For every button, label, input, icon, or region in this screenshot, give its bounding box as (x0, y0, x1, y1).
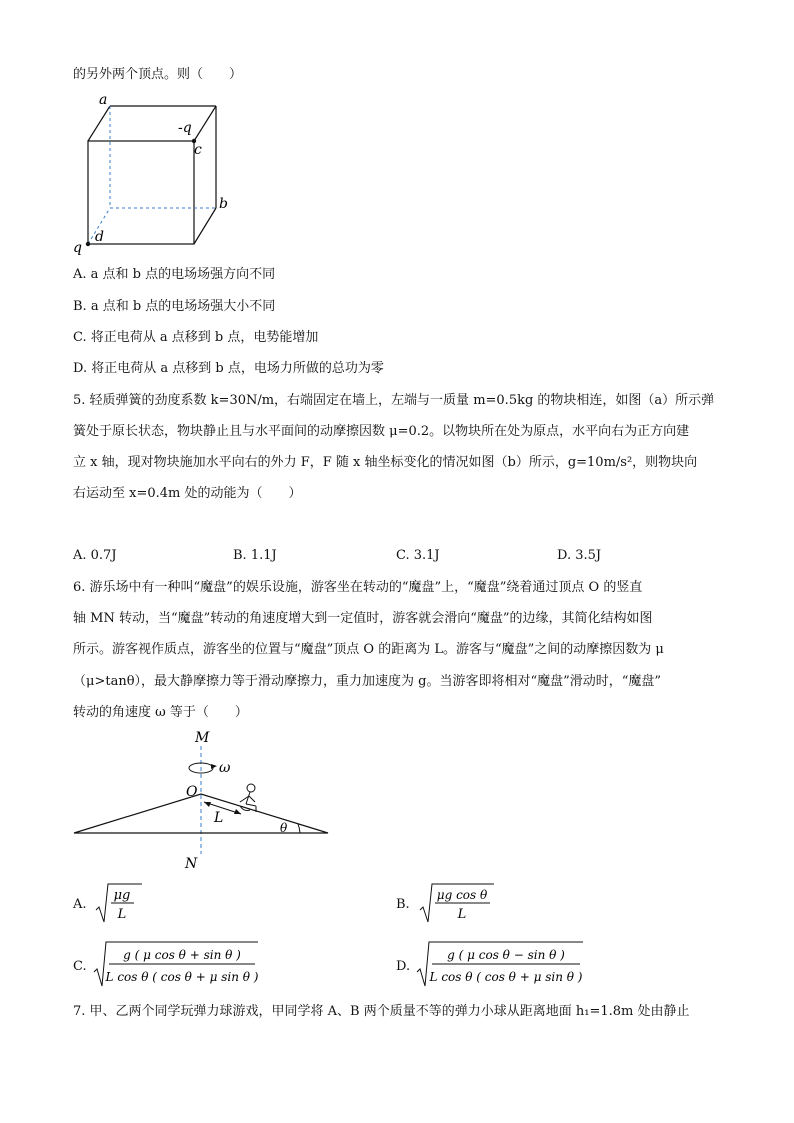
q6-option-b-formula (418, 880, 498, 926)
q6-option-a-formula (94, 880, 144, 926)
q5-option-c: C. 3.1J (396, 548, 440, 563)
magic-disk-figure (70, 726, 340, 874)
q6-c-den: L cos θ ( cos θ + μ sin θ ) (105, 970, 259, 984)
q5-option-b: B. 1.1J (233, 548, 277, 563)
q5-option-d: D. 3.5J (557, 548, 602, 563)
q4-option-d: D. 将正电荷从 a 点移到 b 点，电场力所做的总功为零 (73, 361, 384, 376)
q5-line-4: 右运动至 x=0.4m 处的动能为（ ） (73, 486, 302, 501)
q6-d-num: g ( μ cos θ − sin θ ) (447, 948, 565, 962)
label-O: O (186, 784, 198, 800)
q7-line-1: 7. 甲、乙两个同学玩弹力球游戏，甲同学将 A、B 两个质量不等的弹力小球从距离地面 h₁=1.8m 处由静止 (73, 1004, 690, 1019)
label-d: d (95, 229, 104, 245)
q6-option-b-letter: B. (396, 897, 410, 912)
q6-a-num: μg (113, 888, 131, 903)
q6-line-2: 轴 MN 转动，当“魔盘”转动的角速度增大到一定值时，游客就会滑向“魔盘”的边缘，其简化结构如图 (73, 611, 653, 626)
q6-line-4: （μ>tanθ），最大静摩擦力等于滑动摩擦力，重力加速度为 g。当游客即将相对“魔盘”滑动时，“魔盘” (73, 674, 662, 689)
q6-line-3: 所示。游客视作质点，游客坐的位置与“魔盘”顶点 O 的距离为 L。游客与“魔盘”之间的动摩擦因数为 μ (73, 642, 664, 657)
q6-line-1: 6. 游乐场中有一种叫“魔盘”的娱乐设施，游客坐在转动的“魔盘”上，“魔盘”绕着通过顶点 O 的竖直 (73, 580, 643, 595)
q5-option-a: A. 0.7J (73, 548, 117, 563)
q6-option-c-letter: C. (73, 959, 87, 974)
q5-line-1: 5. 轻质弹簧的劲度系数 k=30N/m，右端固定在墙上，左端与一质量 m=0.5kg 的物块相连，如图（a）所示弹 (73, 393, 715, 408)
q6-option-c-formula (92, 938, 262, 990)
q6-option-d-letter: D. (396, 959, 411, 974)
q4-option-c: C. 将正电荷从 a 点移到 b 点，电势能增加 (73, 330, 319, 345)
q6-c-num: g ( μ cos θ + sin θ ) (123, 948, 241, 962)
q6-d-den: L cos θ ( cos θ + μ sin θ ) (429, 970, 583, 984)
q6-b-num: μg cos θ (436, 888, 488, 902)
q4-option-a: A. a 点和 b 点的电场场强方向不同 (73, 267, 276, 282)
label-L: L (214, 810, 224, 826)
intro-line: 的另外两个顶点。则（ ） (73, 67, 243, 82)
q6-line-5: 转动的角速度 ω 等于（ ） (73, 705, 248, 720)
q4-option-b: B. a 点和 b 点的电场场强大小不同 (73, 299, 276, 314)
label-q: q (73, 240, 82, 256)
label-omega: ω (219, 760, 231, 776)
label-neg-q: -q (178, 120, 192, 136)
label-N: N (185, 856, 198, 872)
q6-b-den: L (457, 907, 467, 922)
label-c: c (194, 142, 202, 158)
label-a: a (99, 92, 108, 108)
q5-line-3: 立 x 轴，现对物块施加水平向右的外力 F，F 随 x 轴坐标变化的情况如图（b）所示，g=10m/s²，则物块向 (73, 455, 698, 470)
q6-option-a-letter: A. (73, 897, 87, 912)
q6-a-den: L (117, 907, 127, 922)
q6-option-d-formula (415, 938, 587, 990)
label-b: b (219, 196, 228, 212)
cube-figure (70, 88, 240, 258)
label-M: M (195, 730, 210, 746)
q5-line-2: 簧处于原长状态，物块静止且与水平面间的动摩擦因数 μ=0.2。以物块所在处为原点，水平向右为正方向建 (73, 424, 690, 439)
label-theta: θ (280, 821, 288, 835)
